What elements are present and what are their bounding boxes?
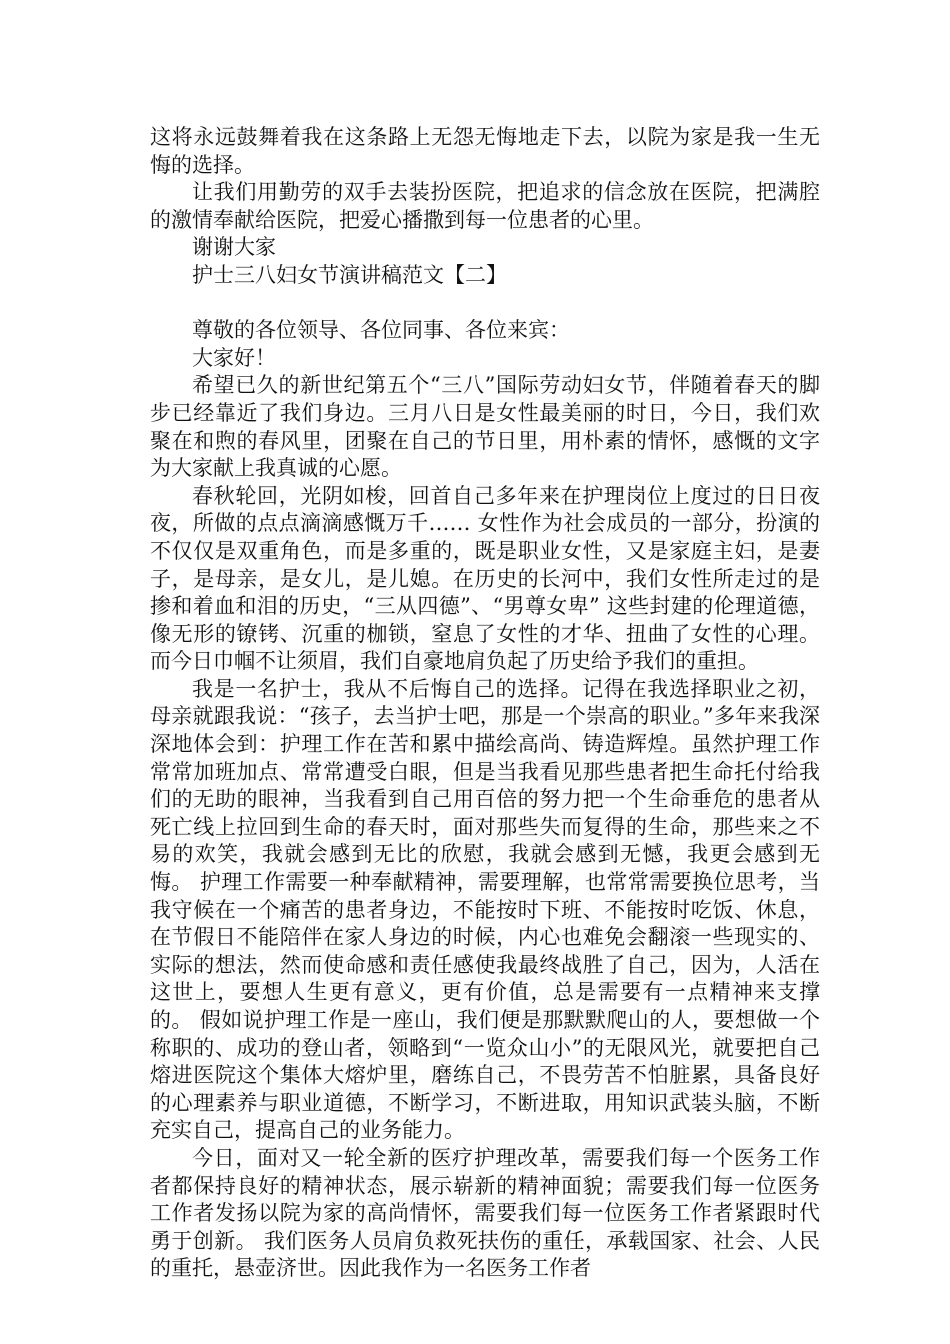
paragraph-thanks: 谢谢大家 (192, 235, 276, 260)
paragraph-continuation: 这将永远鼓舞着我在这条路上无怨无悔地走下去，以院为家是我一生无悔的选择。 (150, 125, 820, 177)
section-title: 护士三八妇女节演讲稿范文【二】 (192, 262, 507, 287)
paragraph-festival: 希望已久的新世纪第五个“三八”国际劳动妇女节，伴随着春天的脚步已经靠近了我们身边。三月八日是女性最美丽的时日，今日，我们欢聚在和煦的春风里，团聚在自己的节日里，用朴素的情怀，感慨的文字为大家献上我真诚的心愿。 (150, 373, 820, 481)
blank-line (150, 290, 820, 318)
paragraph-closing-wish: 让我们用勤劳的双手去装扮医院，把追求的信念放在医院，把满腔的激情奉献给医院，把爱心播撒到每一位患者的心里。 (150, 180, 820, 232)
paragraph-history: 春秋轮回，光阴如梭，回首自己多年来在护理岗位上度过的日日夜夜，所做的点点滴滴感慨万千…… 女性作为社会成员的一部分，扮演的不仅仅是双重角色，而是多重的，既是职业女性，又是家庭主妇，是妻子，是母亲，是女儿，是儿媳。在历史的长河中，我们女性所走过的是掺和着血和泪的历史，“三从四德”、“男尊女卑” 这些封建的伦理道德，像无形的镣铐、沉重的枷锁，窒息了女性的才华、扭曲了女性的心理。而今日巾帼不让须眉，我们自豪地肩负起了历史给予我们的重担。 (150, 483, 820, 674)
paragraph-reform: 今日，面对又一轮全新的医疗护理改革，需要我们每一个医务工作者都保持良好的精神状态，展示崭新的精神面貌；需要我们每一位医务工作者发扬以院为家的高尚情怀，需要我们每一位医务工作者紧跟时代勇于创新。 我们医务人员肩负救死扶伤的重任，承载国家、社会、人民的重托，悬壶济世。因此我作为一名医务工作者 (150, 1145, 820, 1281)
document-page (150, 124, 820, 1283)
paragraph-greeting: 大家好！ (192, 345, 276, 370)
paragraph-salutation: 尊敬的各位领导、各位同事、各位来宾： (192, 318, 570, 343)
paragraph-nurse-choice: 我是一名护士，我从不后悔自己的选择。记得在我选择职业之初，母亲就跟我说：“孩子，去当护士吧，那是一个崇高的职业。”多年来我深深地体会到：护理工作在苦和累中描绘高尚、铸造辉煌。虽然护理工作常常加班加点、常常遭受白眼，但是当我看见那些患者把生命托付给我们的无助的眼神，当我看到自己用百倍的努力把一个生命垂危的患者从死亡线上拉回到生命的春天时，面对那些失而复得的生命，那些来之不易的欢笑，我就会感到无比的欣慰，我就会感到无憾，我更会感到无悔。 护理工作需要一种奉献精神，需要理解，也常常需要换位思考，当我守候在一个痛苦的患者身边，不能按时下班、不能按时吃饭、休息，在节假日不能陪伴在家人身边的时候，内心也难免会翻滚一些现实的、实际的想法，然而使命感和责任感使我最终战胜了自己，因为，人活在这世上，要想人生更有意义，更有价值，总是需要有一点精神来支撑的。 假如说护理工作是一座山，我们便是那默默爬山的人，要想做一个称职的、成功的登山者，领略到“一览众山小”的无限风光，就要把自己熔进医院这个集体大熔炉里，磨练自己，不畏劳苦不怕脏累，具备良好的心理素养与职业道德，不断学习，不断进取，用知识武装头脑，不断充实自己，提高自己的业务能力。 (150, 676, 820, 1143)
